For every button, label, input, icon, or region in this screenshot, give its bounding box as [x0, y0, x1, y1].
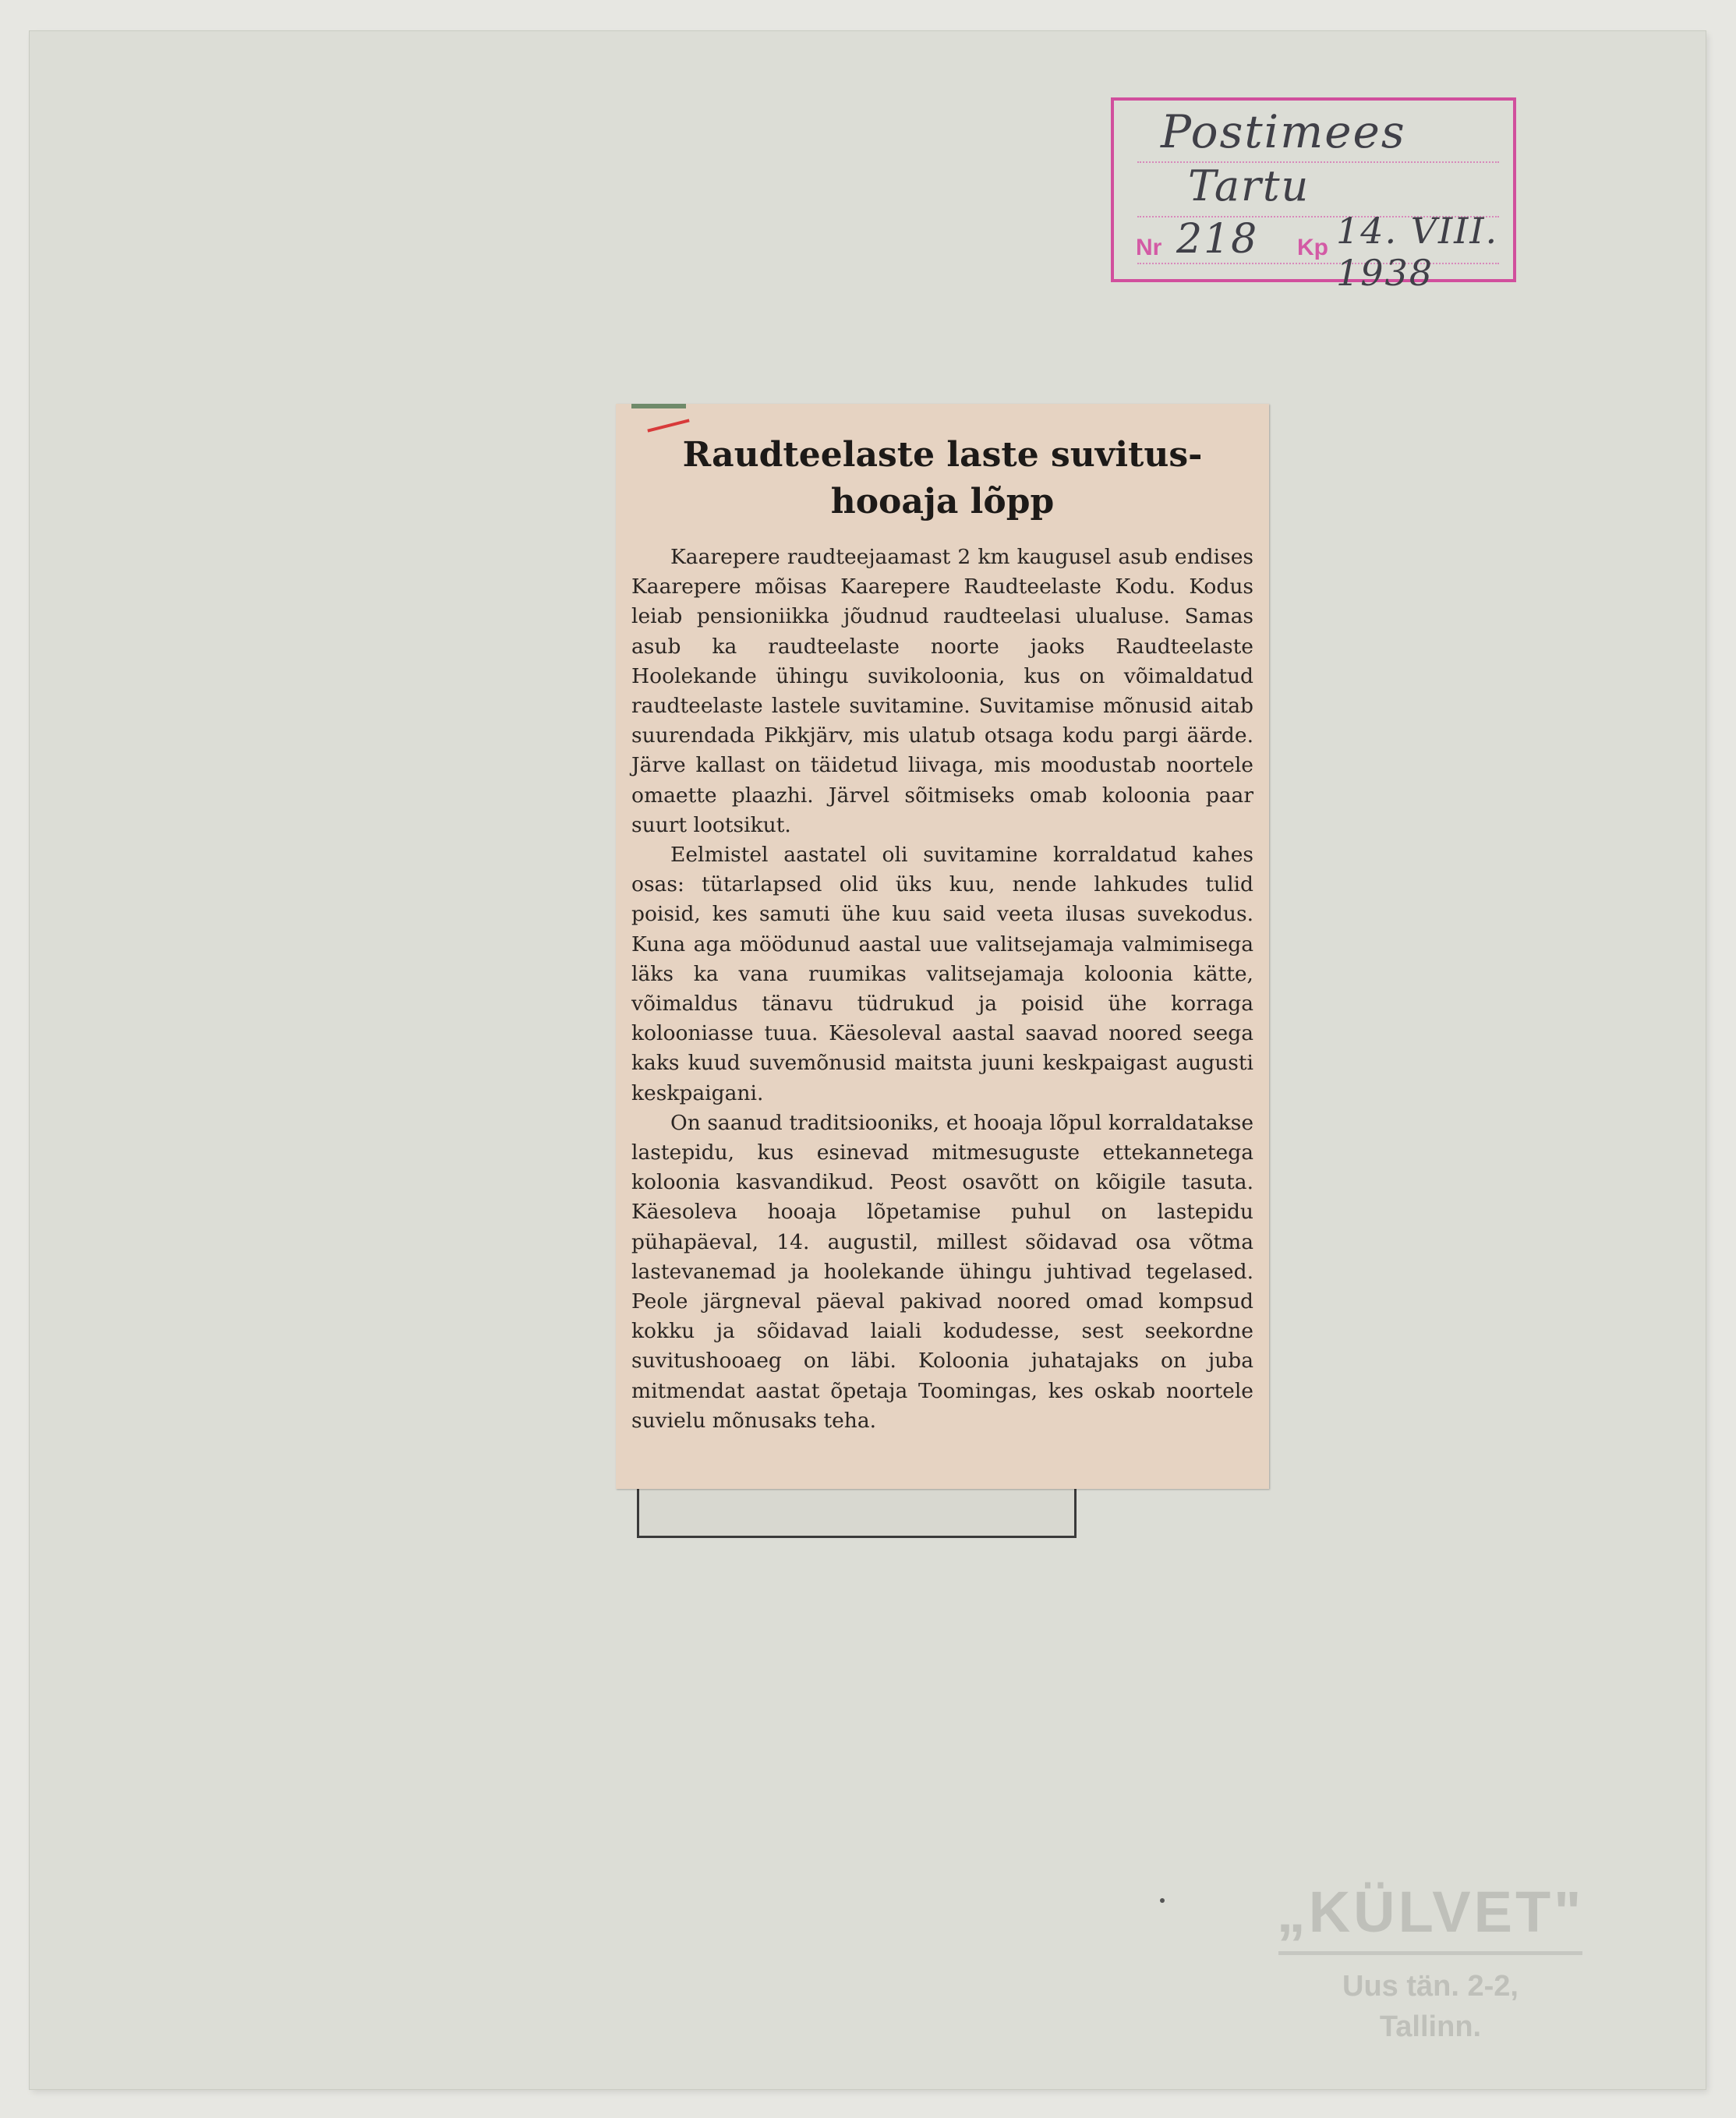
stamp-nr-label: Nr	[1136, 235, 1162, 260]
clipping-edge	[631, 404, 686, 408]
publisher-name: „KÜLVET"	[1276, 1879, 1585, 1944]
ink-dot	[1160, 1898, 1165, 1903]
stamp-city: Tartu	[1188, 161, 1310, 210]
article-title-line-1: Raudteelaste laste suvitus-	[682, 435, 1203, 475]
publisher-street: Uus tän. 2-2,	[1342, 1970, 1519, 2003]
publisher-rule	[1278, 1951, 1582, 1955]
article-paragraph: Eelmistel aastatel oli suvitamine korraldatud kahes osas: tütarlapsed olid üks kuu, nende lahkudes tulid poisid, kes samuti ühe kuu said veeta ilusas suvekodus. Kuna aga möödunud aastal uue valitsejamaja valmimisega läks ka vana ruumikas valitsejamaja koloonia kätte, võimaldus tänavu tüdrukud ja poisid ühe korraga kolooniasse tuua. Käesoleval aastal saavad noored seega kaks kuud suvemõnusid maitsta juuni keskpaigast augusti keskpaigani.	[631, 843, 1253, 1105]
article-title	[631, 432, 1253, 525]
publisher-watermark	[1247, 1879, 1614, 2047]
article-title-line-2: hooaja lõpp	[830, 482, 1055, 522]
red-pencil-mark	[647, 419, 689, 432]
archive-stamp	[1111, 97, 1516, 294]
newspaper-clipping	[616, 404, 1269, 1489]
article-paragraph: Kaarepere raudteejaamast 2 km kaugusel asub endises Kaarepere mõisas Kaarepere Raudteelaste Kodu. Kodus leiab pensioniikka jõudnud raudteelasi ulualuse. Samas asub ka raudteelaste noorte jaoks Raudteelaste Hoolekande ühingu suvikoloonia, kus on võimaldatud raudteelaste lastele suvitamine. Suvitamise mõnusid aitab suurendada Pikkjärv, mis ulatub otsaga kodu pargi äärde. Järve kallast on täidetud liivaga, mis moodustab noortele omaette plaazhi. Järvel sõitmiseks omab koloonia paar suurt lootsikut.	[631, 545, 1253, 837]
stamp-kp-label: Kp	[1297, 235, 1328, 260]
stamp-nr-value: 218	[1176, 216, 1259, 263]
stamp-date: 14. VIII. 1938	[1336, 210, 1499, 294]
publisher-city: Tallinn.	[1379, 2010, 1482, 2043]
stamp-newspaper: Postimees	[1161, 105, 1406, 158]
article-paragraph: On saanud traditsiooniks, et hooaja lõpul korraldatakse lastepidu, kus esinevad mitmesuguste ettekannetega koloonia kasvandikud. Peost osavõtt on kõigile tasuta. Käesoleva hooaja lõpetamise puhul on lastepidu pühapäeval, 14. augustil, millest sõidavad osa võtma lastevanemad ja hoolekande ühingu juhtivad tegelased. Peole järgneval päeval pakivad noored omad kompsud kokku ja sõidavad laiali kodudesse, sest seekordne suvitushooaeg on läbi. Koloonia juhatajaks on juba mitmendat aastat õpetaja Toomingas, kes oskab noortele suvielu mõnusaks teha.	[631, 1110, 1253, 1433]
